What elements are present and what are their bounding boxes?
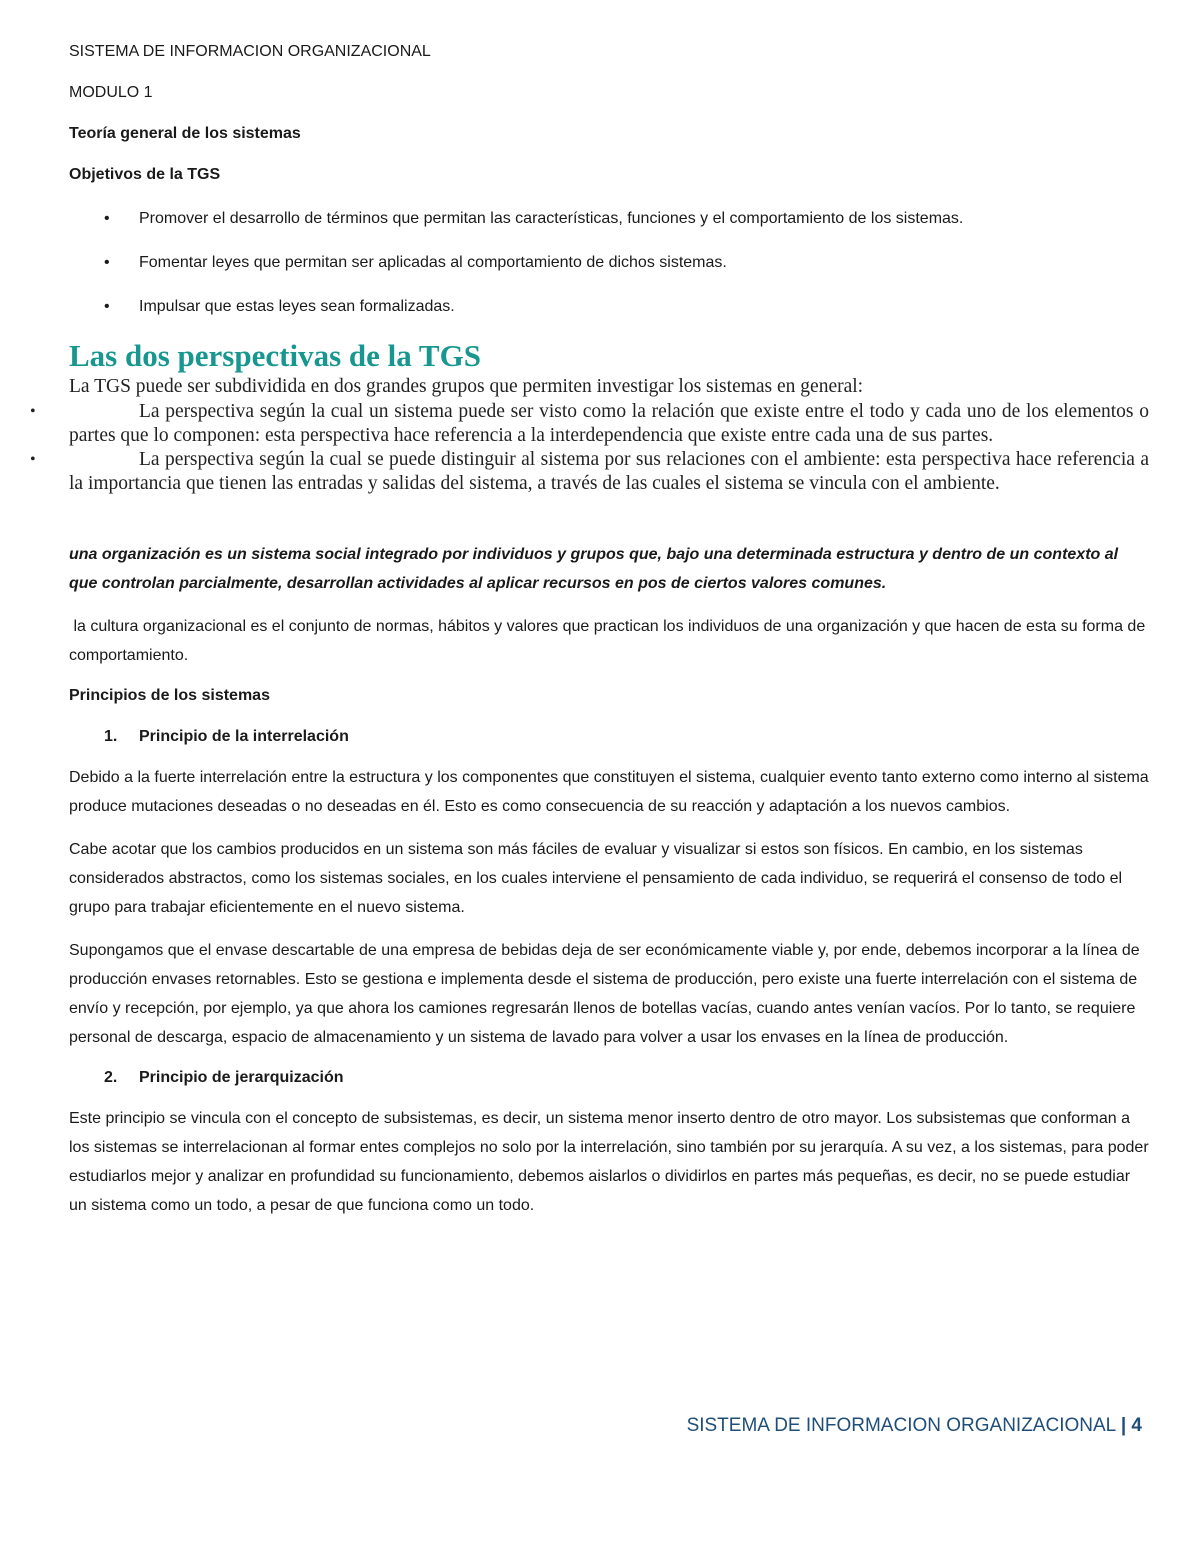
principle-heading: 1. Principio de la interrelación — [104, 728, 349, 745]
perspectives-heading: Las dos perspectivas de la TGS — [69, 338, 481, 373]
perspective-item: • La perspectiva según la cual se puede distinguir al sistema por sus relaciones con el ambiente: esta perspectiva hace referencia a la importancia que tienen las entradas y salidas del sistema, a través de las cuales el sistema se vincula con el ambiente. — [30, 449, 1149, 494]
course-title: SISTEMA DE INFORMACION ORGANIZACIONAL — [69, 43, 431, 60]
culture-definition: la cultura organizacional es el conjunto de normas, hábitos y valores que practican los individuos de una organización y que hacen de esta su forma de comportamiento. — [69, 618, 1146, 664]
section-title: Teoría general de los sistemas — [69, 125, 301, 142]
list-item: • Impulsar que estas leyes sean formalizadas. — [69, 295, 1149, 319]
paragraph: Cabe acotar que los cambios producidos en un sistema son más fáciles de evaluar y visualizar si estos son físicos. En cambio, en los sistemas considerados abstractos, como los sistemas sociales, en los cuales interviene el pensamiento de cada individuo, se requerirá el consenso de todo el grupo para trabajar eficientemente en el nuevo sistema. — [69, 841, 1123, 916]
list-item: • Promover el desarrollo de términos que permitan las características, funciones y el comportamiento de los sistemas. — [69, 207, 1149, 231]
paragraph: Supongamos que el envase descartable de una empresa de bebidas deja de ser económicamente viable y, por ende, debemos incorporar a la línea de producción envases retornables. Esto se gestiona e implementa desde el sistema de producción, pero existe una fuerte interrelación con el sistema de envío y recepción, por ejemplo, ya que ahora los camiones regresarán llenos de botellas vacías, cuando antes venían vacíos. Por lo tanto, se requiere personal de descarga, espacio de almacenamiento y un sistema de lavado para volver a usar los envases en la línea de producción. — [69, 942, 1140, 1046]
perspective-item: • La perspectiva según la cual un sistema puede ser visto como la relación que existe entre el todo y cada uno de los elementos o partes que lo componen: esta perspectiva hace referencia a la interdependencia que existe entre cada una de sus partes. — [30, 401, 1149, 446]
footer-separator: | — [1120, 1415, 1127, 1436]
principle-heading: 2. Principio de jerarquización — [104, 1069, 344, 1086]
objectives-list — [69, 207, 1149, 319]
bullet-icon: • — [104, 254, 110, 271]
principles-title: Principios de los sistemas — [69, 687, 270, 704]
paragraph: Debido a la fuerte interrelación entre la estructura y los componentes que constituyen el sistema, cualquier evento tanto externo como interno al sistema produce mutaciones deseadas o no deseadas en él. Esto es como consecuencia de su reacción y adaptación a los nuevos cambios. — [69, 769, 1149, 815]
bullet-icon: • — [104, 210, 110, 227]
objectives-title: Objetivos de la TGS — [69, 166, 221, 183]
document-page — [30, 40, 1149, 1234]
bullet-icon: • — [30, 403, 36, 420]
organization-definition: una organización es un sistema social integrado por individuos y grupos que, bajo una determinada estructura y dentro de un contexto al que controlan parcialmente, desarrollan actividades al aplicar recursos en pos de ciertos valores comunes. — [69, 546, 1119, 592]
footer-title: SISTEMA DE INFORMACION ORGANIZACIONAL — [686, 1415, 1116, 1436]
bullet-icon: • — [30, 451, 36, 468]
list-item: • Fomentar leyes que permitan ser aplicadas al comportamiento de dichos sistemas. — [69, 251, 1149, 275]
page-number: 4 — [1131, 1415, 1142, 1436]
perspectives-intro: La TGS puede ser subdividida en dos grandes grupos que permiten investigar los sistemas en general: — [69, 376, 864, 397]
module-label: MODULO 1 — [69, 84, 153, 101]
bullet-icon: • — [104, 298, 110, 315]
paragraph: Este principio se vincula con el concepto de subsistemas, es decir, un sistema menor inserto dentro de otro mayor. Los subsistemas que conforman a los sistemas se interrelacionan al formar entes complejos no solo por la interrelación, sino también por su jerarquía. A su vez, a los sistemas, para poder estudiarlos mejor y analizar en profundidad su funcionamiento, debemos aislarlos o dividirlos en partes más pequeñas, es decir, no se puede estudiar un sistema como un todo, a pesar de que funciona como un todo. — [69, 1110, 1149, 1214]
page-footer — [687, 1415, 1142, 1437]
